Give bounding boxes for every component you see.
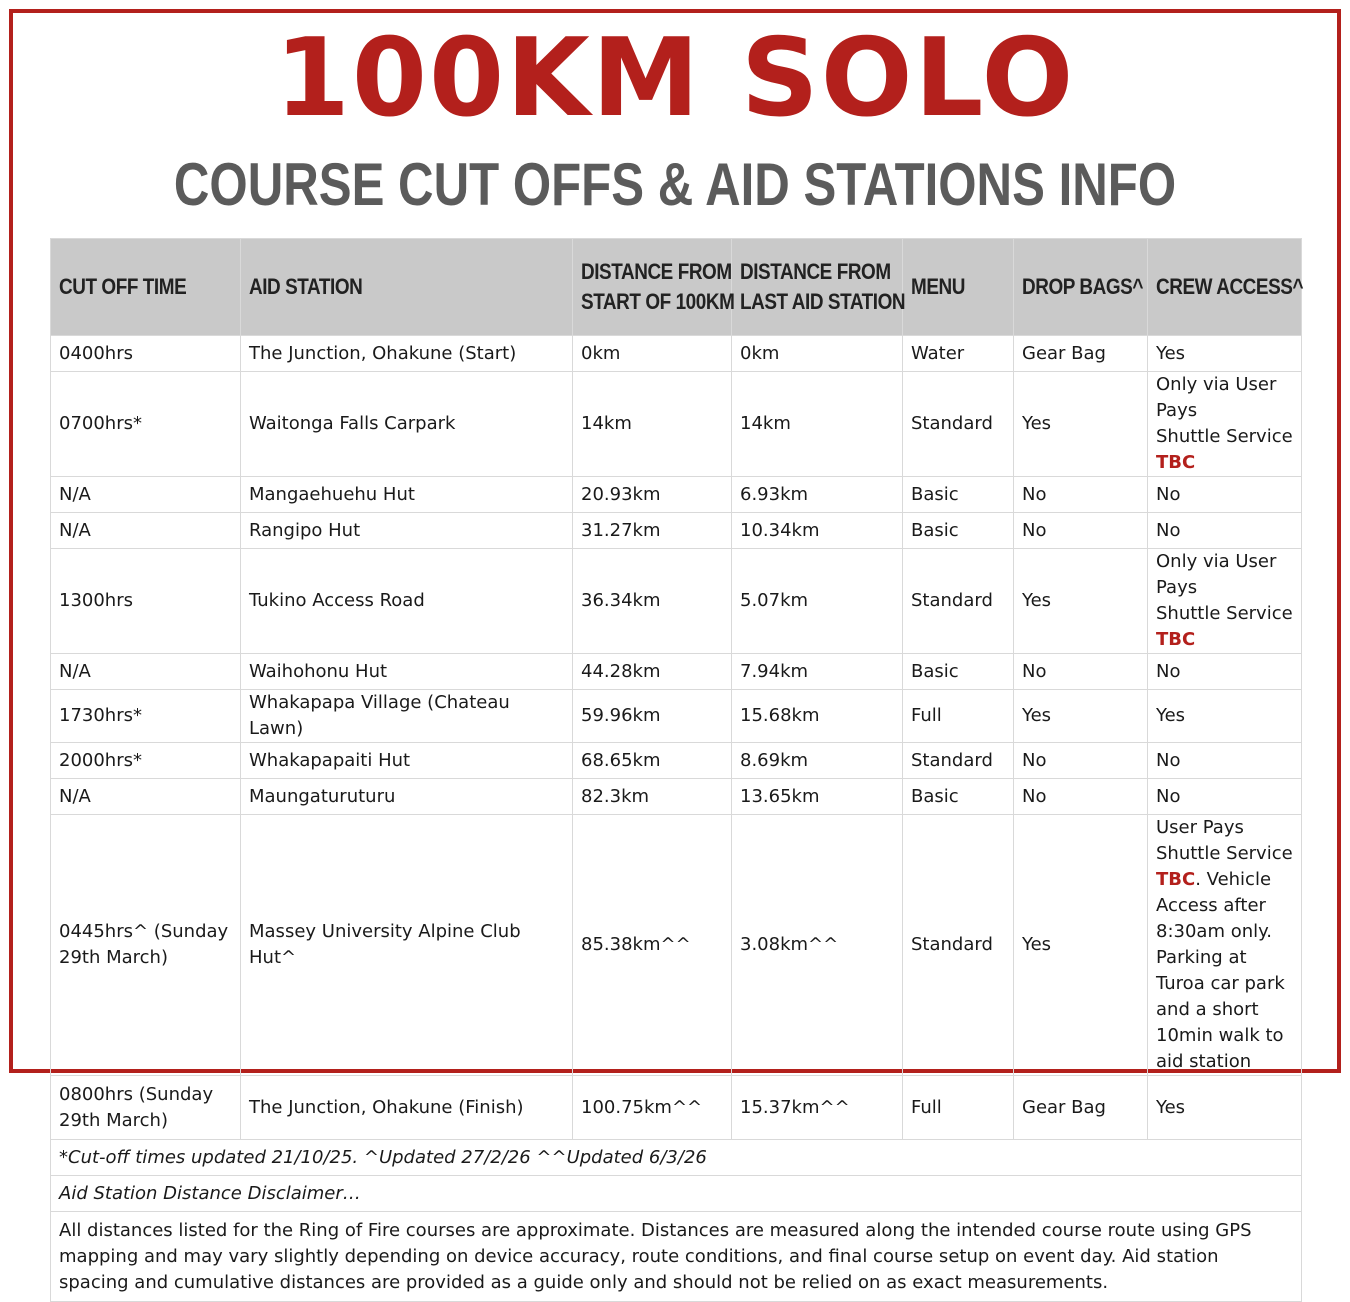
cell-dist-last: 0km — [732, 336, 903, 372]
cell-menu: Basic — [903, 477, 1014, 513]
cell-drop-bags: No — [1014, 654, 1148, 690]
header-drop-bags: DROP BAGS^ — [1014, 239, 1148, 336]
cell-dist-start: 85.38km^^ — [573, 815, 732, 1076]
cell-menu: Full — [903, 1076, 1014, 1140]
tbc-label: TBC — [1156, 869, 1196, 890]
cell-menu: Basic — [903, 513, 1014, 549]
cell-crew: Only via User Pays Shuttle Service TBC — [1148, 372, 1302, 477]
cell-station: Tukino Access Road — [241, 549, 573, 654]
cell-dist-start: 14km — [573, 372, 732, 477]
cutoffs-table — [50, 238, 1302, 1302]
cell-dist-last: 3.08km^^ — [732, 815, 903, 1076]
cell-dist-start: 36.34km — [573, 549, 732, 654]
cell-drop-bags: Yes — [1014, 372, 1148, 477]
table-row — [51, 549, 1302, 654]
cell-cutoff: 0445hrs^ (Sunday 29th March) — [51, 815, 241, 1076]
footer-updates-row — [51, 1140, 1302, 1176]
cell-cutoff: N/A — [51, 513, 241, 549]
cell-cutoff: 0700hrs* — [51, 372, 241, 477]
disclaimer-text: All distances listed for the Ring of Fire courses are approximate. Distances are measured along the intended course route using GPS mapping and may vary slightly depending on device accuracy, route conditions, and final course setup on event day. Aid station spacing and cumulative distances are provided as a guide only and should not be relied on as exact measurements. — [51, 1212, 1302, 1302]
cell-crew: User Pays Shuttle Service TBC. Vehicle Access after 8:30am only. Parking at Turoa car park and a short 10min walk to aid station — [1148, 815, 1302, 1076]
cell-station: Whakapapaiti Hut — [241, 743, 573, 779]
cell-cutoff: N/A — [51, 779, 241, 815]
disclaimer-title: Aid Station Distance Disclaimer… — [51, 1176, 1302, 1212]
cell-dist-last: 6.93km — [732, 477, 903, 513]
cell-crew: Yes — [1148, 690, 1302, 743]
cell-dist-last: 15.37km^^ — [732, 1076, 903, 1140]
header-distance-from-last: DISTANCE FROM LAST AID STATION — [732, 239, 903, 336]
cell-station: Whakapapa Village (Chateau Lawn) — [241, 690, 573, 743]
header-crew-access: CREW ACCESS^ — [1148, 239, 1302, 336]
table-row — [51, 372, 1302, 477]
cell-cutoff: 0800hrs (Sunday 29th March) — [51, 1076, 241, 1140]
table-row — [51, 779, 1302, 815]
cell-cutoff: 1300hrs — [51, 549, 241, 654]
cell-menu: Basic — [903, 654, 1014, 690]
table-row — [51, 654, 1302, 690]
tbc-label: TBC — [1156, 452, 1196, 473]
cell-crew: Yes — [1148, 336, 1302, 372]
cell-cutoff: 1730hrs* — [51, 690, 241, 743]
cell-dist-last: 7.94km — [732, 654, 903, 690]
cell-drop-bags: Yes — [1014, 549, 1148, 654]
cell-drop-bags: Yes — [1014, 815, 1148, 1076]
cell-cutoff: N/A — [51, 477, 241, 513]
cell-dist-last: 8.69km — [732, 743, 903, 779]
cell-crew: No — [1148, 779, 1302, 815]
cell-menu: Standard — [903, 549, 1014, 654]
table-row — [51, 1076, 1302, 1140]
table-row — [51, 477, 1302, 513]
cell-crew: No — [1148, 477, 1302, 513]
cell-menu: Standard — [903, 372, 1014, 477]
cell-menu: Basic — [903, 779, 1014, 815]
header-distance-from-start: DISTANCE FROM START OF 100KM — [573, 239, 732, 336]
table-row — [51, 336, 1302, 372]
cell-station: Waitonga Falls Carpark — [241, 372, 573, 477]
page-title: 100KM SOLO — [274, 16, 1076, 141]
cell-drop-bags: Gear Bag — [1014, 336, 1148, 372]
header-aid-station: AID STATION — [241, 239, 573, 336]
cell-dist-last: 10.34km — [732, 513, 903, 549]
cell-dist-start: 20.93km — [573, 477, 732, 513]
tbc-label: TBC — [1156, 629, 1196, 650]
cell-crew: No — [1148, 654, 1302, 690]
footer-disclaimer-row — [51, 1212, 1302, 1302]
header-cutoff-time: CUT OFF TIME — [51, 239, 241, 336]
cell-dist-start: 59.96km — [573, 690, 732, 743]
footer-disclaimer-title-row — [51, 1176, 1302, 1212]
cell-dist-last: 13.65km — [732, 779, 903, 815]
cell-station: The Junction, Ohakune (Finish) — [241, 1076, 573, 1140]
cell-station: Waihohonu Hut — [241, 654, 573, 690]
cell-dist-start: 68.65km — [573, 743, 732, 779]
cell-station: Maungaturuturu — [241, 779, 573, 815]
cell-dist-last: 5.07km — [732, 549, 903, 654]
cell-dist-start: 100.75km^^ — [573, 1076, 732, 1140]
cell-station: Massey University Alpine Club Hut^ — [241, 815, 573, 1076]
cell-dist-last: 14km — [732, 372, 903, 477]
cell-crew: No — [1148, 513, 1302, 549]
cell-drop-bags: No — [1014, 477, 1148, 513]
cell-drop-bags: No — [1014, 779, 1148, 815]
cell-station: Mangaehuehu Hut — [241, 477, 573, 513]
cell-dist-start: 31.27km — [573, 513, 732, 549]
cell-crew: Only via User Pays Shuttle Service TBC — [1148, 549, 1302, 654]
table-header-row — [51, 239, 1302, 336]
table-row — [51, 815, 1302, 1076]
cell-menu: Standard — [903, 743, 1014, 779]
cell-cutoff: 0400hrs — [51, 336, 241, 372]
cell-menu: Full — [903, 690, 1014, 743]
table-row — [51, 513, 1302, 549]
table-row — [51, 743, 1302, 779]
cell-dist-start: 44.28km — [573, 654, 732, 690]
cell-drop-bags: No — [1014, 513, 1148, 549]
header-menu: MENU — [903, 239, 1014, 336]
cell-drop-bags: Yes — [1014, 690, 1148, 743]
cell-menu: Water — [903, 336, 1014, 372]
cell-dist-last: 15.68km — [732, 690, 903, 743]
cell-drop-bags: No — [1014, 743, 1148, 779]
cell-cutoff: N/A — [51, 654, 241, 690]
footer-updates: *Cut-off times updated 21/10/25. ^Updated 27/2/26 ^^Updated 6/3/26 — [51, 1140, 1302, 1176]
cell-cutoff: 2000hrs* — [51, 743, 241, 779]
cell-station: The Junction, Ohakune (Start) — [241, 336, 573, 372]
cell-menu: Standard — [903, 815, 1014, 1076]
cell-crew: No — [1148, 743, 1302, 779]
page-subtitle: COURSE CUT OFFS & AID STATIONS INFO — [173, 151, 1177, 218]
cell-crew: Yes — [1148, 1076, 1302, 1140]
table-row — [51, 690, 1302, 743]
cell-dist-start: 82.3km — [573, 779, 732, 815]
cell-drop-bags: Gear Bag — [1014, 1076, 1148, 1140]
cell-station: Rangipo Hut — [241, 513, 573, 549]
cell-dist-start: 0km — [573, 336, 732, 372]
